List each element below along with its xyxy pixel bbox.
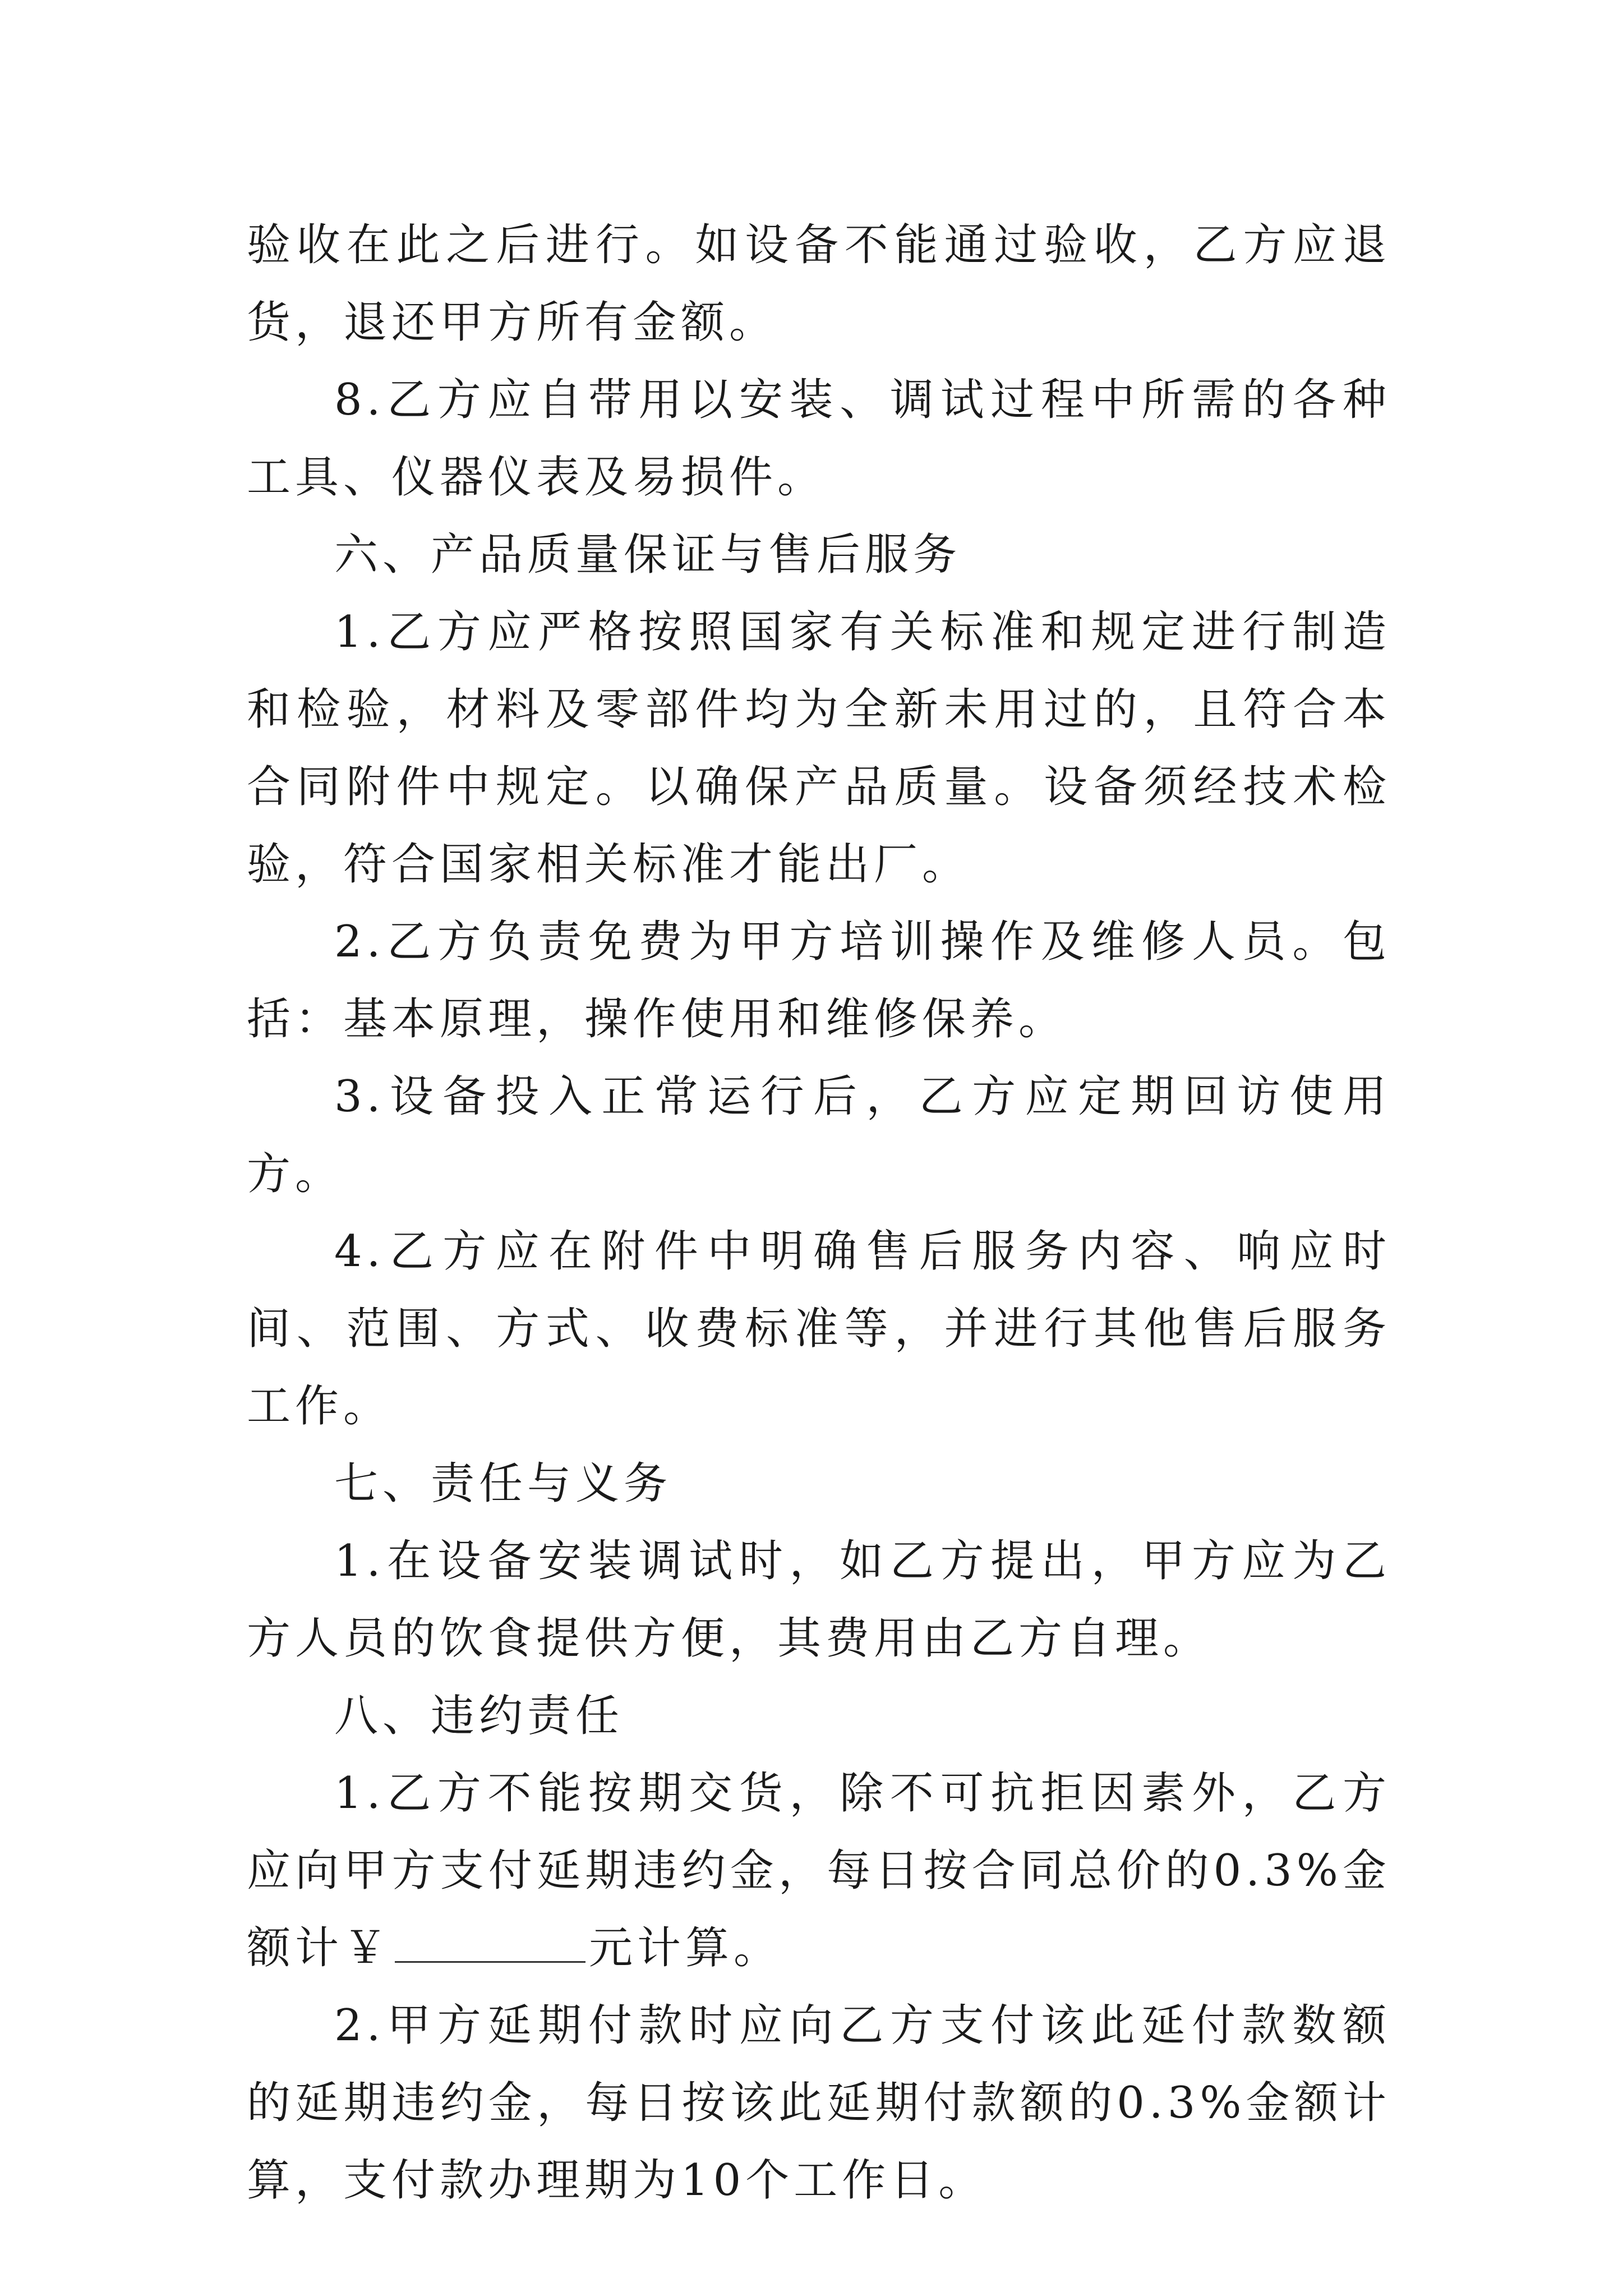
paragraph-delivery-penalty	[247, 1755, 1391, 1987]
paragraph-training: 2.乙方负责免费为甲方培训操作及维修人员。包括：基本原理，操作使用和维修保养。	[247, 917, 1391, 1045]
paragraph-acceptance: 验收在此之后进行。如设备不能通过验收，乙方应退货，退还甲方所有金额。	[247, 220, 1391, 348]
paragraph-standards: 1.乙方应严格按照国家有关标准和规定进行制造和检验，材料及零部件均为全新未用过的，且符合本合同附件中规定。以确保产品质量。设备须经技术检验，符合国家相关标准才能出厂。	[247, 607, 1391, 890]
paragraph-meals: 1.在设备安装调试时，如乙方提出，甲方应为乙方人员的饮食提供方便，其费用由乙方自理。	[247, 1536, 1391, 1664]
paragraph-after-sales: 4.乙方应在附件中明确售后服务内容、响应时间、范围、方式、收费标准等，并进行其他售后服务工作。	[247, 1226, 1391, 1432]
amount-blank-line[interactable]	[395, 1922, 585, 1963]
document-page	[247, 206, 1391, 2219]
section-heading-quality: 六、产品质量保证与售后服务	[334, 530, 962, 580]
paragraph-late-payment: 2.甲方延期付款时应向乙方支付该此延付款数额的延期违约金，每日按该此延期付款额的0.3%金额计算，支付款办理期为10个工作日。	[247, 2000, 1391, 2206]
paragraph-tools: 8.乙方应自带用以安装、调试过程中所需的各种工具、仪器仪表及易损件。	[247, 375, 1391, 503]
penalty-text-before: 1.乙方不能按期交货，除不可抗拒因素外，乙方应向甲方支付延期违约金，每日按合同总价的0.3%金额计￥	[247, 1768, 1391, 1973]
penalty-text-after: 元计算。	[589, 1923, 782, 1973]
section-heading-breach: 八、违约责任	[334, 1691, 624, 1741]
section-heading-duties: 七、责任与义务	[334, 1458, 672, 1509]
paragraph-followup: 3.设备投入正常运行后，乙方应定期回访使用方。	[247, 1071, 1391, 1199]
